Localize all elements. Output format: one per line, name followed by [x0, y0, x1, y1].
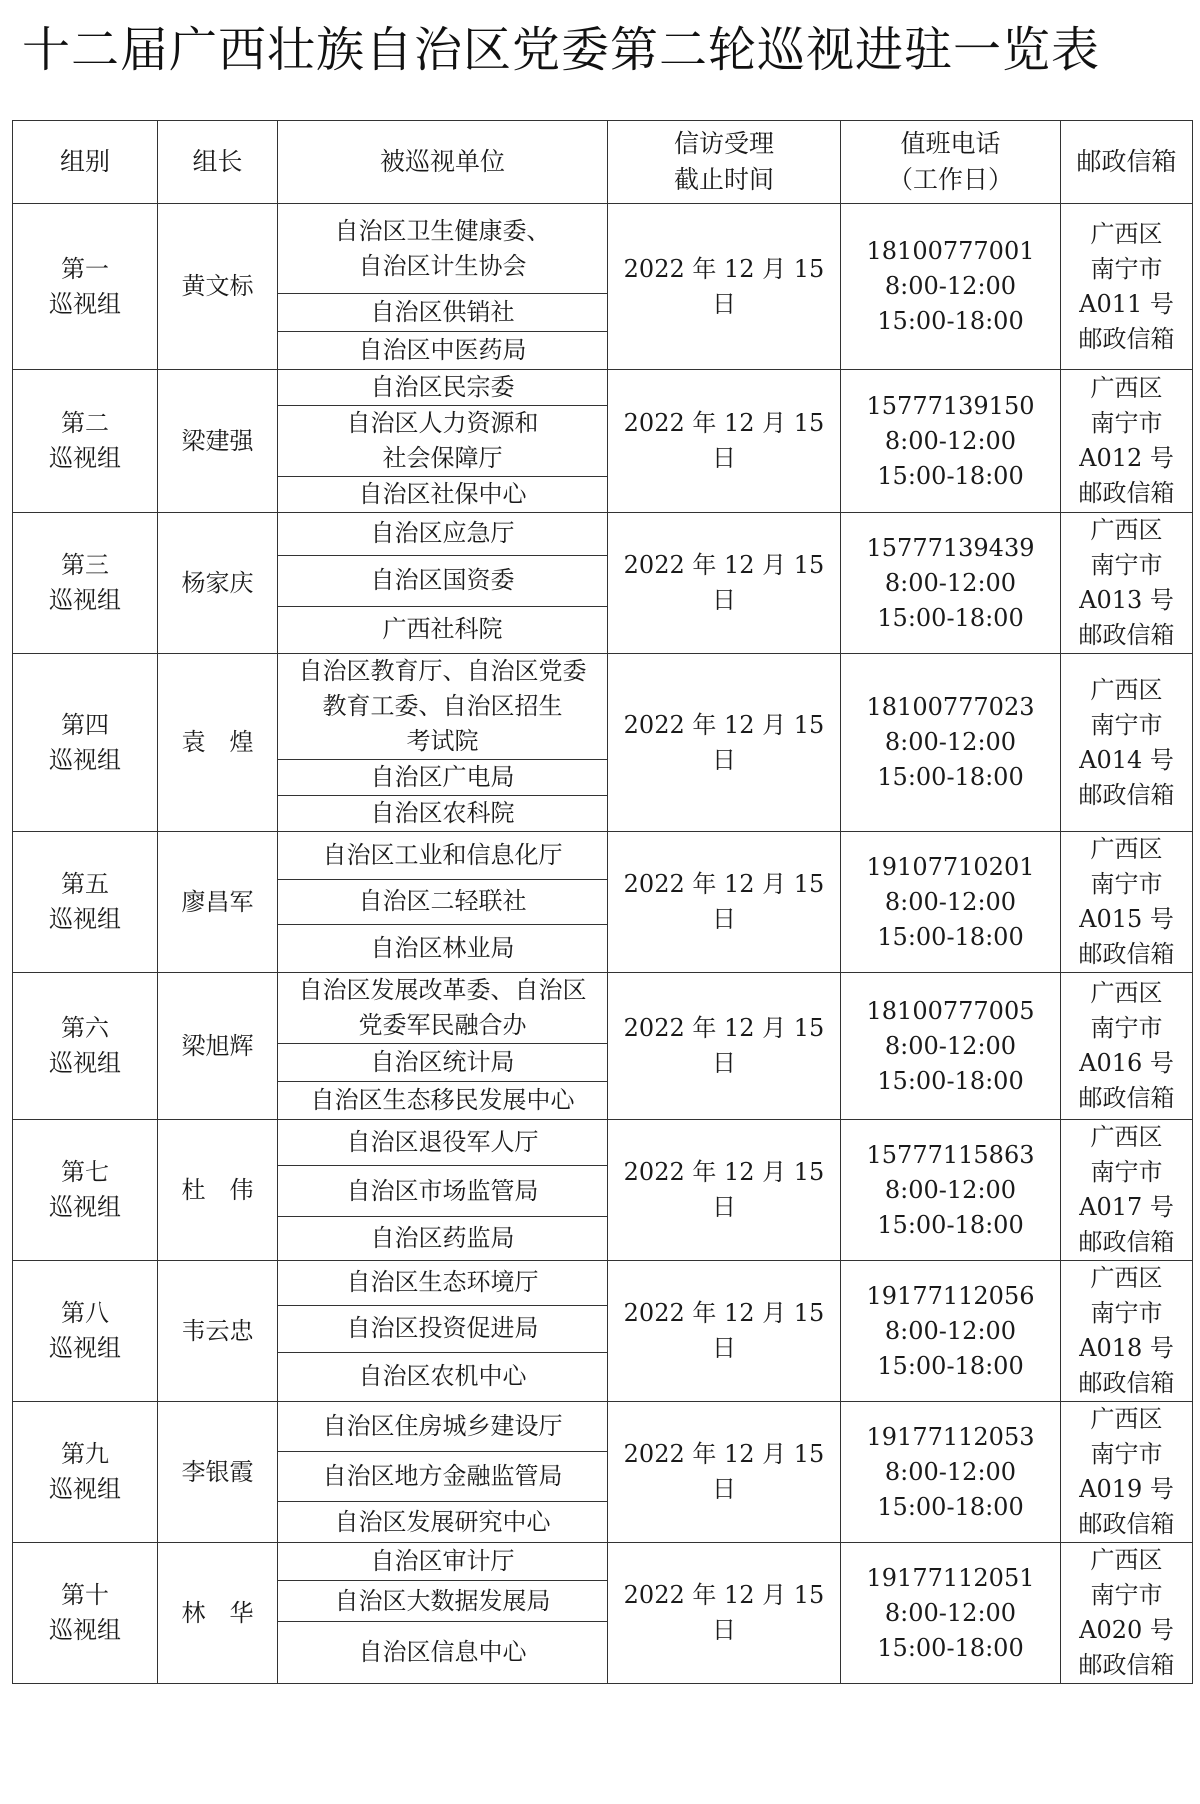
unit-cell: 自治区药监局: [278, 1216, 608, 1260]
leader-cell: 杨家庆: [158, 513, 278, 654]
deadline-cell: 2022 年 12 月 15 日: [608, 654, 841, 832]
unit-cell: 自治区民宗委: [278, 370, 608, 406]
table-row: [13, 1120, 1193, 1166]
table-row: [13, 513, 1193, 556]
unit-cell: 自治区应急厅: [278, 513, 608, 556]
phone-cell: 15777115863 8:00-12:00 15:00-18:00: [841, 1120, 1061, 1261]
phone-cell: 19177112051 8:00-12:00 15:00-18:00: [841, 1543, 1061, 1684]
group-name-cell: 第一 巡视组: [13, 204, 158, 370]
group-name-cell: 第七 巡视组: [13, 1120, 158, 1261]
table-row: [13, 1543, 1193, 1581]
page-title: 十二届广西壮族自治区党委第二轮巡视进驻一览表: [22, 22, 1101, 78]
header-group: 组别: [13, 121, 158, 204]
unit-cell: 自治区广电局: [278, 760, 608, 796]
header-row: [13, 121, 1193, 204]
leader-cell: 林 华: [158, 1543, 278, 1684]
mailbox-cell: 广西区 南宁市 A016 号 邮政信箱: [1061, 973, 1193, 1120]
header-deadline: 信访受理 截止时间: [608, 121, 841, 204]
phone-cell: 18100777001 8:00-12:00 15:00-18:00: [841, 204, 1061, 370]
unit-cell: 自治区供销社: [278, 294, 608, 332]
leader-cell: 梁建强: [158, 370, 278, 513]
leader-cell: 袁 煌: [158, 654, 278, 832]
table-row: [13, 370, 1193, 406]
unit-cell: 自治区审计厅: [278, 1543, 608, 1581]
unit-cell: 自治区中医药局: [278, 332, 608, 370]
leader-cell: 韦云忠: [158, 1261, 278, 1402]
group-name-cell: 第五 巡视组: [13, 832, 158, 973]
table-row: [13, 973, 1193, 1044]
unit-cell: 自治区大数据发展局: [278, 1581, 608, 1622]
mailbox-cell: 广西区 南宁市 A011 号 邮政信箱: [1061, 204, 1193, 370]
mailbox-cell: 广西区 南宁市 A017 号 邮政信箱: [1061, 1120, 1193, 1261]
phone-cell: 15777139150 8:00-12:00 15:00-18:00: [841, 370, 1061, 513]
unit-cell: 自治区二轻联社: [278, 879, 608, 925]
deadline-cell: 2022 年 12 月 15 日: [608, 1543, 841, 1684]
mailbox-cell: 广西区 南宁市 A015 号 邮政信箱: [1061, 832, 1193, 973]
phone-cell: 19177112056 8:00-12:00 15:00-18:00: [841, 1261, 1061, 1402]
leader-cell: 杜 伟: [158, 1120, 278, 1261]
deadline-cell: 2022 年 12 月 15 日: [608, 204, 841, 370]
table-row: [13, 1261, 1193, 1306]
deadline-cell: 2022 年 12 月 15 日: [608, 513, 841, 654]
unit-cell: 广西社科院: [278, 606, 608, 653]
unit-cell: 自治区卫生健康委、 自治区计生协会: [278, 204, 608, 294]
unit-cell: 自治区地方金融监管局: [278, 1452, 608, 1502]
mailbox-cell: 广西区 南宁市 A018 号 邮政信箱: [1061, 1261, 1193, 1402]
unit-cell: 自治区农科院: [278, 796, 608, 832]
group-name-cell: 第十 巡视组: [13, 1543, 158, 1684]
header-leader: 组长: [158, 121, 278, 204]
unit-cell: 自治区统计局: [278, 1044, 608, 1082]
unit-cell: 自治区发展研究中心: [278, 1502, 608, 1543]
table-row: [13, 1402, 1193, 1452]
group-name-cell: 第二 巡视组: [13, 370, 158, 513]
unit-cell: 自治区教育厅、自治区党委 教育工委、自治区招生 考试院: [278, 654, 608, 760]
group-name-cell: 第六 巡视组: [13, 973, 158, 1120]
inspection-table: [12, 120, 1193, 1684]
group-name-cell: 第九 巡视组: [13, 1402, 158, 1543]
unit-cell: 自治区工业和信息化厅: [278, 832, 608, 880]
unit-cell: 自治区林业局: [278, 925, 608, 973]
mailbox-cell: 广西区 南宁市 A013 号 邮政信箱: [1061, 513, 1193, 654]
mailbox-cell: 广西区 南宁市 A019 号 邮政信箱: [1061, 1402, 1193, 1543]
deadline-cell: 2022 年 12 月 15 日: [608, 832, 841, 973]
group-name-cell: 第三 巡视组: [13, 513, 158, 654]
leader-cell: 李银霞: [158, 1402, 278, 1543]
mailbox-cell: 广西区 南宁市 A020 号 邮政信箱: [1061, 1543, 1193, 1684]
leader-cell: 黄文标: [158, 204, 278, 370]
header-units: 被巡视单位: [278, 121, 608, 204]
phone-cell: 19107710201 8:00-12:00 15:00-18:00: [841, 832, 1061, 973]
unit-cell: 自治区信息中心: [278, 1622, 608, 1684]
mailbox-cell: 广西区 南宁市 A014 号 邮政信箱: [1061, 654, 1193, 832]
header-phone: 值班电话 （工作日）: [841, 121, 1061, 204]
unit-cell: 自治区生态移民发展中心: [278, 1082, 608, 1120]
phone-cell: 18100777005 8:00-12:00 15:00-18:00: [841, 973, 1061, 1120]
unit-cell: 自治区国资委: [278, 555, 608, 606]
unit-cell: 自治区农机中心: [278, 1352, 608, 1401]
group-name-cell: 第八 巡视组: [13, 1261, 158, 1402]
header-mail: 邮政信箱: [1061, 121, 1193, 204]
unit-cell: 自治区生态环境厅: [278, 1261, 608, 1306]
phone-cell: 18100777023 8:00-12:00 15:00-18:00: [841, 654, 1061, 832]
unit-cell: 自治区社保中心: [278, 477, 608, 513]
phone-cell: 19177112053 8:00-12:00 15:00-18:00: [841, 1402, 1061, 1543]
table-row: [13, 832, 1193, 880]
group-name-cell: 第四 巡视组: [13, 654, 158, 832]
unit-cell: 自治区发展改革委、自治区 党委军民融合办: [278, 973, 608, 1044]
deadline-cell: 2022 年 12 月 15 日: [608, 973, 841, 1120]
table-row: [13, 204, 1193, 294]
deadline-cell: 2022 年 12 月 15 日: [608, 1120, 841, 1261]
phone-cell: 15777139439 8:00-12:00 15:00-18:00: [841, 513, 1061, 654]
leader-cell: 廖昌军: [158, 832, 278, 973]
unit-cell: 自治区投资促进局: [278, 1305, 608, 1352]
unit-cell: 自治区人力资源和 社会保障厅: [278, 406, 608, 477]
deadline-cell: 2022 年 12 月 15 日: [608, 370, 841, 513]
deadline-cell: 2022 年 12 月 15 日: [608, 1402, 841, 1543]
deadline-cell: 2022 年 12 月 15 日: [608, 1261, 841, 1402]
unit-cell: 自治区退役军人厅: [278, 1120, 608, 1166]
unit-cell: 自治区市场监管局: [278, 1166, 608, 1217]
table-row: [13, 654, 1193, 760]
unit-cell: 自治区住房城乡建设厅: [278, 1402, 608, 1452]
leader-cell: 梁旭辉: [158, 973, 278, 1120]
mailbox-cell: 广西区 南宁市 A012 号 邮政信箱: [1061, 370, 1193, 513]
